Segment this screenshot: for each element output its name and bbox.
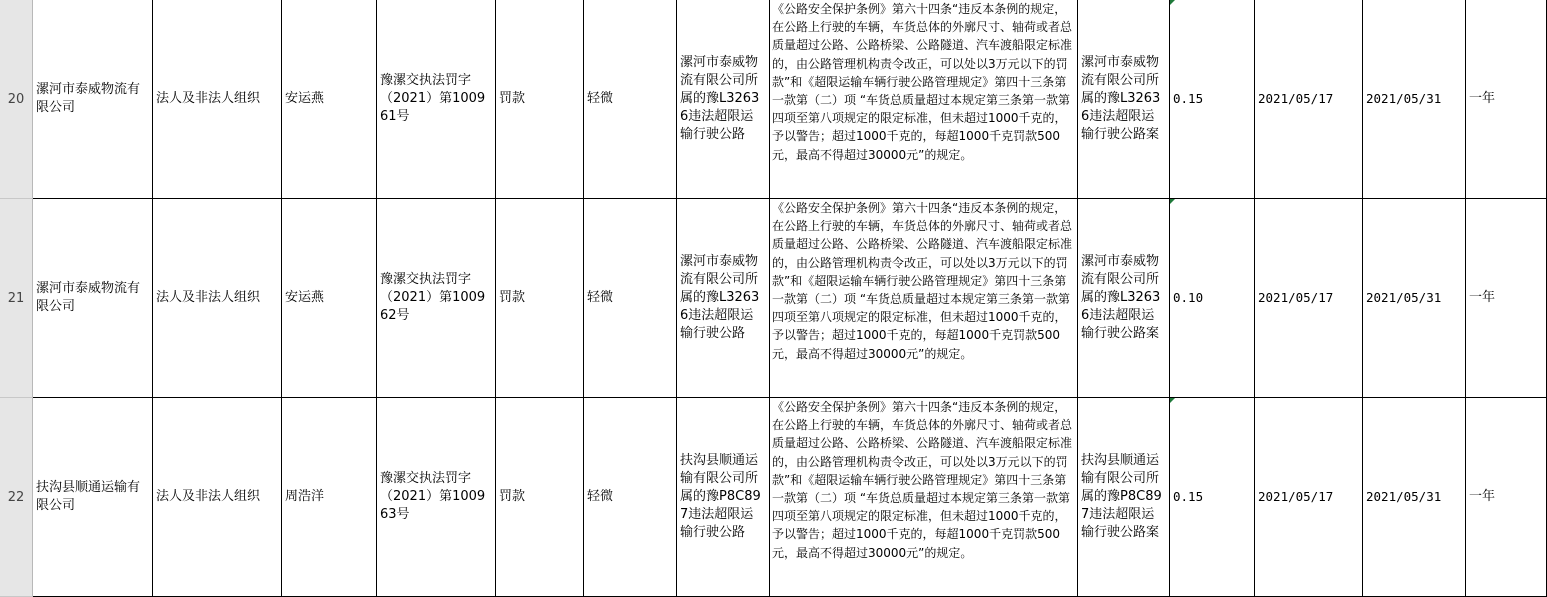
cell-legal-rep-text: 安运燕: [285, 91, 325, 106]
cell-party-type[interactable]: [153, 398, 282, 597]
error-indicator-icon: [1170, 0, 1175, 5]
cell-case-name-text: 漯河市泰威物流有限公司所属的豫L32636违法超限运输行驶公路案: [1081, 254, 1161, 341]
cell-legal-basis-text: 《公路安全保护条例》第六十四条“违反本条例的规定，在公路上行驶的车辆，车货总体的外廓尺寸、轴荷或者总质量超过公路、公路桥梁、公路隧道、汽车渡船限定标准的，由公路管理机构责令改正，可以处以3万元以下的罚款”和《超限运输车辆行驶公路管理规定》第四十三条第一款第（二）项 “车货总质量超过本规定第三条第一款第四项至第八项规定的限定标准，但未超过1000千克的，予以警告；超过1000千克的，每超1000千克罚款500元，最高不得超过30000元”的规定。: [772, 2, 1073, 162]
cell-publicity-period[interactable]: [1466, 398, 1547, 597]
cell-publish-date[interactable]: [1363, 199, 1466, 398]
cell-party-text: 扶沟县顺通运输有限公司: [36, 480, 141, 513]
cell-decision-date-text: 2021/05/17: [1258, 489, 1334, 504]
cell-publish-date-text: 2021/05/31: [1366, 489, 1442, 504]
cell-legal-rep[interactable]: [282, 199, 377, 398]
cell-legal-rep-text: 安运燕: [285, 290, 325, 305]
cell-fine-amount[interactable]: [1170, 0, 1255, 199]
cell-violation-facts-text: 漯河市泰威物流有限公司所属的豫L32636违法超限运输行驶公路: [680, 254, 760, 341]
cell-publish-date[interactable]: [1363, 0, 1466, 199]
cell-decision-date[interactable]: [1255, 199, 1363, 398]
cell-case-name[interactable]: [1078, 0, 1170, 199]
cell-violation-facts[interactable]: [677, 0, 770, 199]
cell-doc-number[interactable]: [377, 398, 496, 597]
row-number: 20: [7, 91, 25, 107]
cell-fine-amount[interactable]: [1170, 199, 1255, 398]
cell-violation-facts-text: 扶沟县顺通运输有限公司所属的豫P8C897违法超限运输行驶公路: [680, 453, 761, 540]
cell-decision-date[interactable]: [1255, 398, 1363, 597]
row-header[interactable]: [0, 0, 33, 199]
cell-legal-rep[interactable]: [282, 398, 377, 597]
error-indicator-icon: [1170, 199, 1175, 204]
cell-party-type-text: 法人及非法人组织: [156, 290, 261, 305]
row-number: 21: [7, 290, 25, 306]
row-number: 22: [7, 489, 25, 505]
cell-party-type[interactable]: [153, 199, 282, 398]
cell-legal-rep-text: 周浩洋: [285, 489, 325, 504]
cell-doc-number-text: 豫漯交执法罚字（2021）第100961号: [380, 73, 486, 124]
cell-severity-text: 轻微: [587, 91, 614, 106]
cell-legal-basis-text: 《公路安全保护条例》第六十四条“违反本条例的规定，在公路上行驶的车辆，车货总体的外廓尺寸、轴荷或者总质量超过公路、公路桥梁、公路隧道、汽车渡船限定标准的，由公路管理机构责令改正，可以处以3万元以下的罚款”和《超限运输车辆行驶公路管理规定》第四十三条第一款第（二）项 “车货总质量超过本规定第三条第一款第四项至第八项规定的限定标准，但未超过1000千克的，予以警告；超过1000千克的，每超1000千克罚款500元，最高不得超过30000元”的规定。: [772, 201, 1073, 361]
cell-severity[interactable]: [584, 398, 677, 597]
cell-doc-number-text: 豫漯交执法罚字（2021）第100962号: [380, 272, 486, 323]
cell-penalty-type[interactable]: [496, 398, 584, 597]
cell-severity[interactable]: [584, 0, 677, 199]
cell-penalty-type-text: 罚款: [499, 91, 526, 106]
cell-severity-text: 轻微: [587, 489, 614, 504]
cell-legal-basis[interactable]: [770, 199, 1078, 398]
cell-publicity-period-text: 一年: [1469, 91, 1496, 106]
row-header[interactable]: [0, 398, 33, 597]
cell-violation-facts[interactable]: [677, 199, 770, 398]
cell-party-type-text: 法人及非法人组织: [156, 489, 261, 504]
cell-doc-number[interactable]: [377, 199, 496, 398]
cell-publicity-period[interactable]: [1466, 0, 1547, 199]
cell-decision-date[interactable]: [1255, 0, 1363, 199]
cell-severity-text: 轻微: [587, 290, 614, 305]
cell-violation-facts-text: 漯河市泰威物流有限公司所属的豫L32636违法超限运输行驶公路: [680, 55, 760, 142]
cell-penalty-type-text: 罚款: [499, 290, 526, 305]
cell-severity[interactable]: [584, 199, 677, 398]
cell-violation-facts[interactable]: [677, 398, 770, 597]
row-header[interactable]: [0, 199, 33, 398]
cell-decision-date-text: 2021/05/17: [1258, 290, 1334, 305]
cell-party-text: 漯河市泰威物流有限公司: [36, 82, 141, 115]
cell-party-text: 漯河市泰威物流有限公司: [36, 281, 141, 314]
cell-publish-date[interactable]: [1363, 398, 1466, 597]
cell-party[interactable]: [33, 0, 153, 199]
cell-publicity-period-text: 一年: [1469, 290, 1496, 305]
cell-case-name[interactable]: [1078, 398, 1170, 597]
cell-publicity-period[interactable]: [1466, 199, 1547, 398]
cell-fine-amount-text: 0.15: [1173, 489, 1204, 504]
cell-penalty-type[interactable]: [496, 0, 584, 199]
cell-case-name-text: 扶沟县顺通运输有限公司所属的豫P8C897违法超限运输行驶公路案: [1081, 453, 1162, 540]
cell-doc-number[interactable]: [377, 0, 496, 199]
cell-party[interactable]: [33, 199, 153, 398]
cell-publicity-period-text: 一年: [1469, 489, 1496, 504]
cell-publish-date-text: 2021/05/31: [1366, 290, 1442, 305]
cell-penalty-type-text: 罚款: [499, 489, 526, 504]
error-indicator-icon: [1170, 398, 1175, 403]
cell-fine-amount-text: 0.15: [1173, 91, 1204, 106]
cell-legal-basis-text: 《公路安全保护条例》第六十四条“违反本条例的规定，在公路上行驶的车辆，车货总体的外廓尺寸、轴荷或者总质量超过公路、公路桥梁、公路隧道、汽车渡船限定标准的，由公路管理机构责令改正，可以处以3万元以下的罚款”和《超限运输车辆行驶公路管理规定》第四十三条第一款第（二）项 “车货总质量超过本规定第三条第一款第四项至第八项规定的限定标准，但未超过1000千克的，予以警告；超过1000千克的，每超1000千克罚款500元，最高不得超过30000元”的规定。: [772, 400, 1073, 560]
cell-case-name[interactable]: [1078, 199, 1170, 398]
cell-legal-rep[interactable]: [282, 0, 377, 199]
cell-publish-date-text: 2021/05/31: [1366, 91, 1442, 106]
cell-case-name-text: 漯河市泰威物流有限公司所属的豫L32636违法超限运输行驶公路案: [1081, 55, 1161, 142]
cell-penalty-type[interactable]: [496, 199, 584, 398]
cell-party-type-text: 法人及非法人组织: [156, 91, 261, 106]
cell-legal-basis[interactable]: [770, 398, 1078, 597]
cell-party[interactable]: [33, 398, 153, 597]
cell-doc-number-text: 豫漯交执法罚字（2021）第100963号: [380, 471, 486, 522]
cell-decision-date-text: 2021/05/17: [1258, 91, 1334, 106]
cell-fine-amount-text: 0.10: [1173, 290, 1204, 305]
cell-fine-amount[interactable]: [1170, 398, 1255, 597]
cell-legal-basis[interactable]: [770, 0, 1078, 199]
cell-party-type[interactable]: [153, 0, 282, 199]
